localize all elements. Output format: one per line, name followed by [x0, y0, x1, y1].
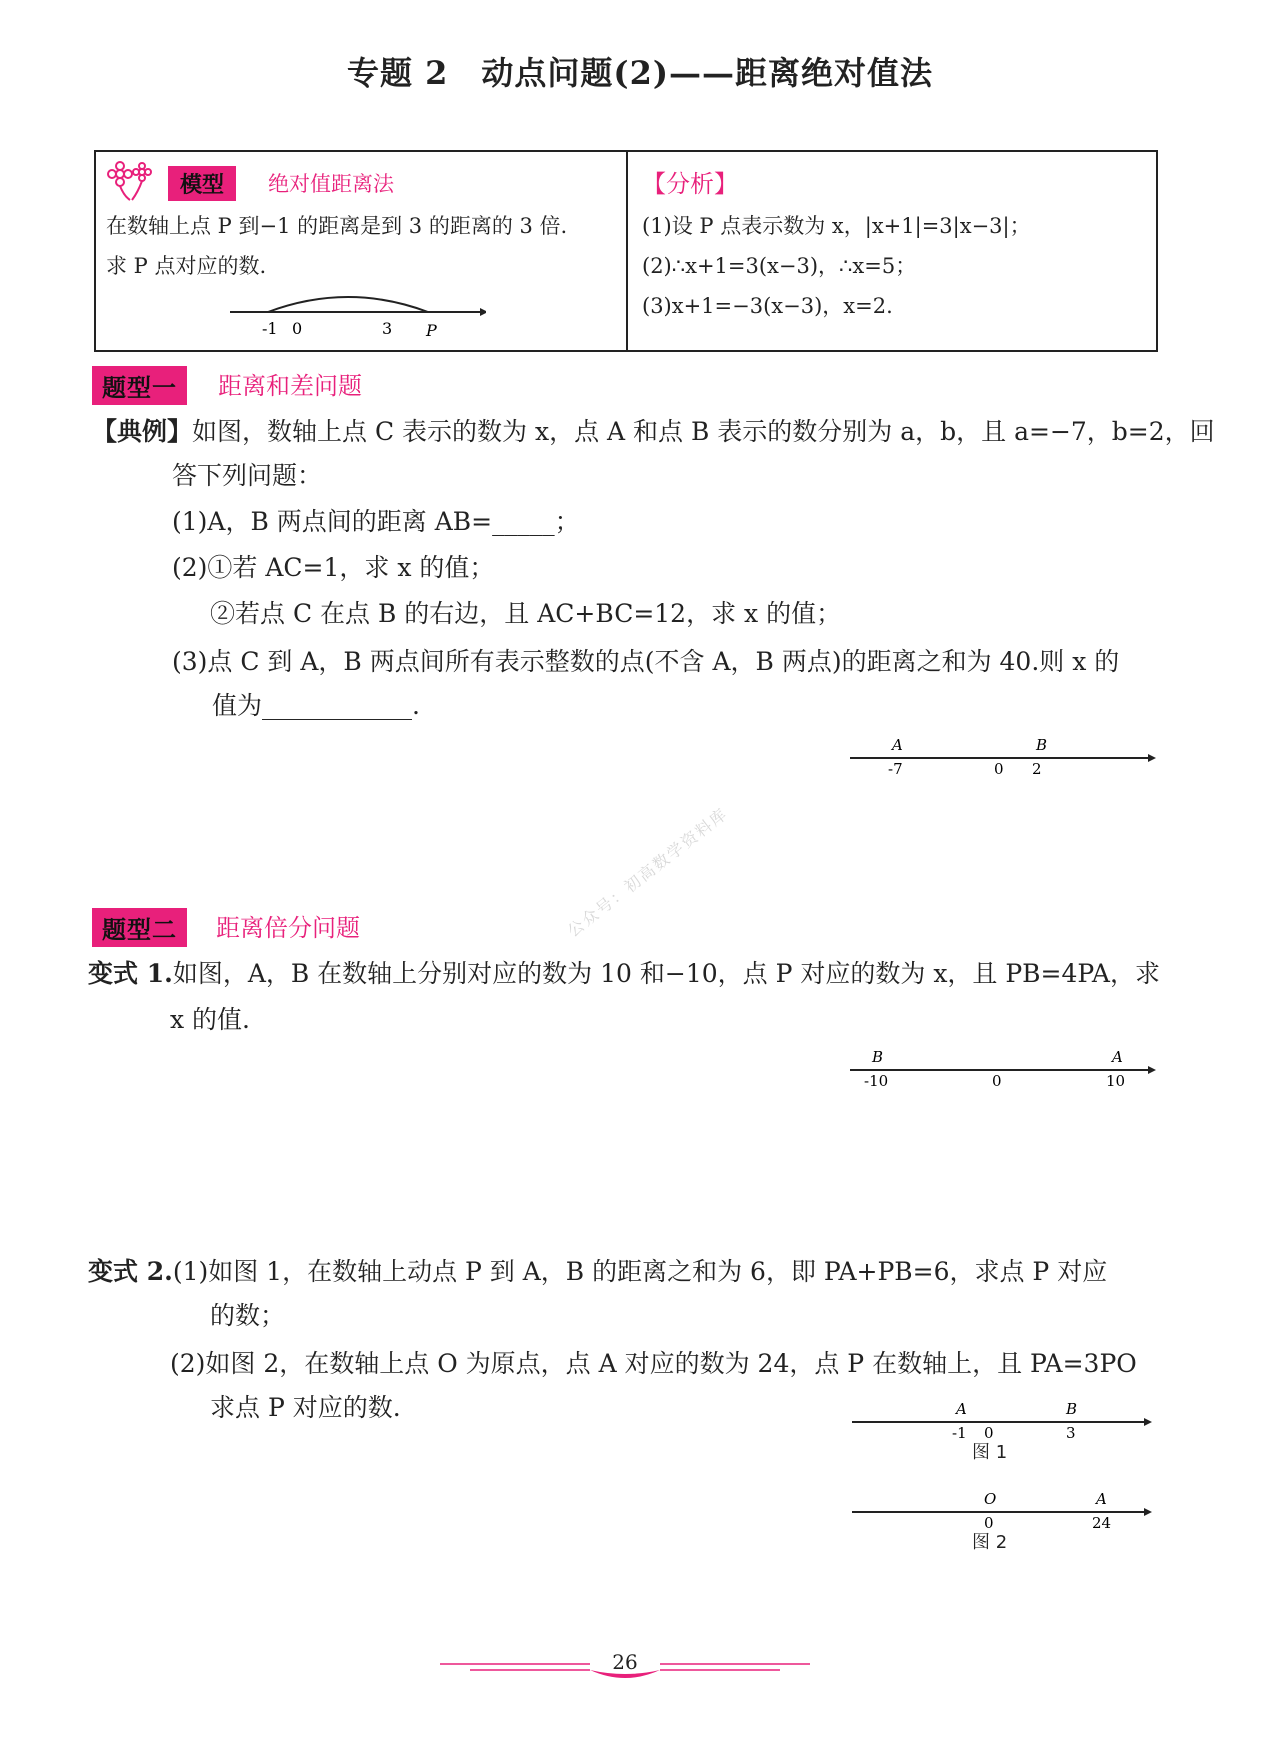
variant1-label: 变式 1.	[88, 959, 173, 988]
section1-title: 距离和差问题	[218, 372, 362, 400]
model-analysis-box	[94, 150, 1158, 352]
tick-label: 10	[1106, 1072, 1126, 1090]
tick-label: 0	[984, 1514, 994, 1532]
point-label: A	[1096, 1490, 1107, 1508]
page-title: 专题 2 动点问题(2)——距离绝对值法	[347, 54, 933, 92]
example-line-1: 如图，数轴上点 C 表示的数为 x，点 A 和点 B 表示的数分别为 a，b，且 a=−7，b=2，回	[192, 417, 1215, 446]
point-label: A	[892, 736, 903, 754]
question-3a: (3)点 C 到 A，B 两点间所有表示整数的点(不含 A，B 两点)的距离之和为 40.则 x 的	[172, 647, 1120, 676]
analysis-line-2: (2)∴x+1=3(x−3)，∴x=5；	[642, 254, 917, 278]
tick-label: -1	[952, 1424, 967, 1442]
point-label: B	[1036, 736, 1048, 754]
variant2-line-1: (1)如图 1，在数轴上动点 P 到 A，B 的距离之和为 6，即 PA+PB=6，求点 P 对应	[172, 1257, 1108, 1286]
example-number-line	[850, 730, 1160, 780]
axis-arrow	[1144, 1508, 1152, 1516]
point-label: B	[1066, 1400, 1078, 1418]
tick-label: 0	[992, 1072, 1002, 1090]
model-tag: 模型	[168, 166, 236, 201]
figure2-caption: 图 2	[972, 1532, 1008, 1553]
variant2-label: 变式 2.	[88, 1257, 173, 1286]
tick-label: 3	[1066, 1424, 1076, 1442]
figure2-number-line	[852, 1484, 1162, 1534]
example-line-2: 答下列问题：	[172, 461, 323, 490]
section2-title: 距离倍分问题	[216, 914, 360, 942]
analysis-heading: 【分析】	[642, 170, 738, 198]
axis-arrow	[1144, 1418, 1152, 1426]
model-line-1: 在数轴上点 P 到−1 的距离是到 3 的距离的 3 倍.	[106, 214, 568, 238]
point-label: B	[872, 1048, 884, 1066]
axis-arrow	[480, 308, 486, 316]
tick-label: -1	[262, 319, 278, 338]
variant1-line-1: 如图，A，B 在数轴上分别对应的数为 10 和−10，点 P 对应的数为 x，且 PB=4PA，求	[172, 959, 1160, 988]
question-2b: ②若点 C 在点 B 的右边，且 AC+BC=12，求 x 的值；	[210, 599, 842, 628]
flower-icon	[106, 160, 162, 204]
model-name: 绝对值距离法	[268, 172, 394, 196]
model-number-line	[226, 286, 486, 346]
tick-label: -10	[864, 1072, 889, 1090]
watermark: 公众号：初高数学资料库	[563, 803, 732, 941]
distance-arc	[268, 297, 428, 312]
section2-tag: 题型二	[92, 908, 187, 947]
figure1-number-line	[852, 1394, 1162, 1444]
analysis-line-1: (1)设 P 点表示数为 x，|x+1|=3|x−3|；	[642, 214, 1031, 238]
tick-label: 0	[984, 1424, 994, 1442]
box-divider	[626, 152, 628, 350]
variant1-number-line	[850, 1042, 1160, 1092]
variant2-line-3: (2)如图 2，在数轴上点 O 为原点，点 A 对应的数为 24，点 P 在数轴上，且 PA=3PO	[170, 1349, 1137, 1378]
tick-label: 2	[1032, 760, 1042, 778]
question-1: (1)A，B 两点间的距离 AB=_____；	[172, 507, 580, 536]
variant2-line-4: 求点 P 对应的数.	[210, 1393, 401, 1422]
axis-arrow	[1148, 754, 1156, 762]
tick-label: 3	[382, 319, 393, 338]
section1-tag: 题型一	[92, 366, 187, 405]
figure1-caption: 图 1	[972, 1442, 1008, 1463]
tick-label: 0	[994, 760, 1004, 778]
variant2-line-2: 的数；	[210, 1301, 286, 1330]
point-label: P	[426, 321, 437, 340]
question-3b: 值为____________.	[212, 691, 420, 720]
tick-label: 0	[292, 319, 303, 338]
point-label: A	[1112, 1048, 1123, 1066]
variant1-line-2: x 的值.	[170, 1005, 250, 1034]
point-label: A	[956, 1400, 967, 1418]
tick-label: 24	[1092, 1514, 1112, 1532]
analysis-line-3: (3)x+1=−3(x−3)，x=2.	[642, 294, 893, 318]
page-number: 26	[612, 1650, 638, 1674]
tick-label: -7	[888, 760, 903, 778]
model-line-2: 求 P 点对应的数.	[106, 254, 267, 278]
axis-arrow	[1148, 1066, 1156, 1074]
example-label: 【典例】	[92, 417, 193, 446]
question-2a: (2)①若 AC=1，求 x 的值；	[172, 553, 495, 582]
point-label: O	[984, 1490, 997, 1508]
